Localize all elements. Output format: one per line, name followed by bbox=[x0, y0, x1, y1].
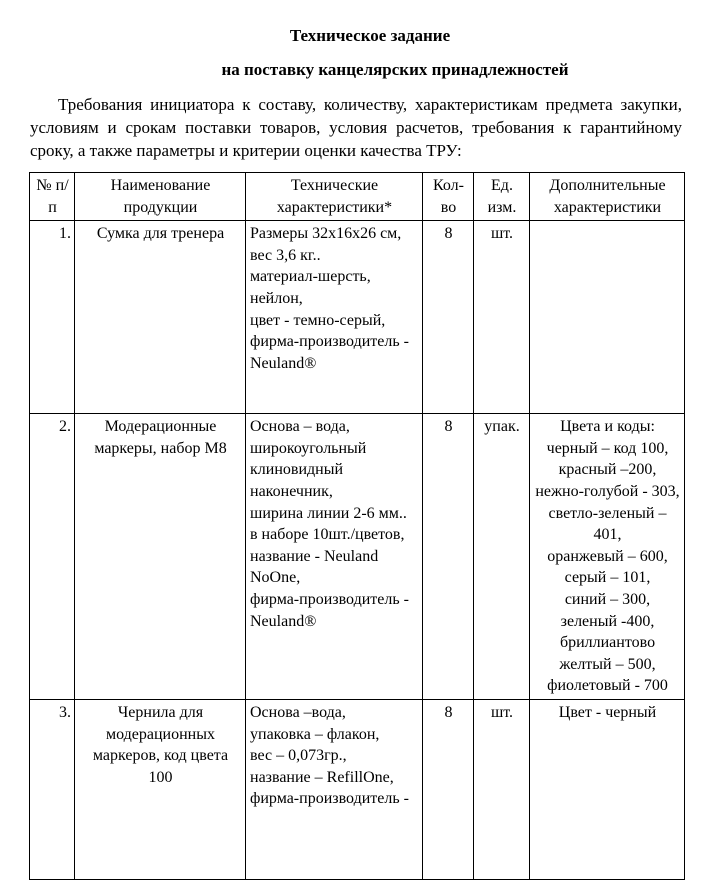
extra-line: оранжевый – 600, bbox=[547, 547, 668, 565]
row-name: Сумка для тренера bbox=[75, 221, 246, 414]
tech-line: упаковка – флакон, bbox=[250, 725, 380, 743]
row-name: Модерационные маркеры, набор М8 bbox=[75, 414, 246, 700]
row-extra bbox=[530, 414, 685, 700]
extra-line: красный –200, bbox=[558, 461, 657, 479]
extra-line: зеленый -400, bbox=[560, 612, 655, 630]
extra-line: бриллиантово желтый – 500, bbox=[559, 634, 656, 673]
tech-line: Основа – вода, bbox=[250, 418, 350, 436]
document-subtitle: на поставку канцелярских принадлежностей bbox=[221, 60, 569, 79]
row-tech bbox=[246, 221, 423, 414]
extra-line: черный – код 100, bbox=[546, 439, 669, 457]
row-qty: 8 bbox=[423, 414, 474, 700]
row-name: Чернила для модерационных маркеров, код цвета 100 bbox=[75, 699, 246, 879]
extra-line: серый – 101, bbox=[564, 569, 651, 587]
tech-line: название - Neuland NoOne, bbox=[250, 547, 379, 587]
extra-line: синий – 300, bbox=[564, 590, 651, 608]
tech-line: фирма-производитель - bbox=[250, 790, 409, 808]
tech-line: ширина линии 2-6 мм.. bbox=[250, 504, 407, 522]
row-qty: 8 bbox=[423, 221, 474, 414]
row-unit: шт. bbox=[474, 699, 530, 879]
intro-paragraph: Требования инициатора к составу, количеству, характеристикам предмета закупки, условиям и срокам поставки товаров, условия расчетов, требования к гарантийному сроку, а также параметры и критерии оценки качества ТРУ: bbox=[30, 95, 682, 160]
header-qty: Кол-во bbox=[423, 173, 474, 221]
extra-line: фиолетовый - 700 bbox=[547, 677, 668, 695]
header-name: Наименование продукции bbox=[75, 173, 246, 221]
tech-line: Размеры 32х16х26 см, bbox=[250, 225, 402, 243]
tech-line: в наборе 10шт./цветов, bbox=[250, 526, 405, 544]
tech-line: вес – 0,073гр., bbox=[250, 747, 347, 765]
table-header-row bbox=[30, 173, 685, 221]
extra-line: светло-зеленый – 401, bbox=[548, 504, 667, 544]
tech-line: материал-шерсть, нейлон, bbox=[250, 268, 371, 307]
header-tech: Технические характеристики* bbox=[246, 173, 423, 221]
extra-line: Цвет - черный bbox=[558, 703, 657, 721]
extra-line: Цвета и коды: bbox=[560, 418, 655, 436]
tech-line: фирма-производитель - Neuland® bbox=[250, 590, 409, 630]
table-row bbox=[30, 221, 685, 414]
table-row bbox=[30, 699, 685, 879]
row-unit: упак. bbox=[474, 414, 530, 700]
header-extra: Дополнительные характеристики bbox=[530, 173, 685, 221]
table-row bbox=[30, 414, 685, 700]
row-tech bbox=[246, 699, 423, 879]
row-qty: 8 bbox=[423, 699, 474, 879]
tech-line: фирма-производитель - Neuland® bbox=[250, 333, 409, 372]
row-tech bbox=[246, 414, 423, 700]
row-num: 3. bbox=[30, 699, 75, 879]
tech-line: широкоугольный клиновидный наконечник, bbox=[250, 439, 367, 500]
extra-line: нежно-голубой - 303, bbox=[535, 482, 680, 500]
document-title: Техническое задание bbox=[289, 26, 451, 45]
header-num: № п/п bbox=[30, 173, 75, 221]
tech-line: вес 3,6 кг.. bbox=[250, 246, 321, 264]
tech-line: Основа –вода, bbox=[250, 703, 346, 721]
tech-line: цвет - темно-серый, bbox=[250, 311, 386, 329]
row-num: 1. bbox=[30, 221, 75, 414]
specification-table bbox=[29, 172, 685, 880]
row-num: 2. bbox=[30, 414, 75, 700]
header-unit: Ед. изм. bbox=[474, 173, 530, 221]
tech-line: название – RefillOne, bbox=[250, 768, 394, 786]
row-unit: шт. bbox=[474, 221, 530, 414]
row-extra bbox=[530, 221, 685, 414]
row-extra bbox=[530, 699, 685, 879]
